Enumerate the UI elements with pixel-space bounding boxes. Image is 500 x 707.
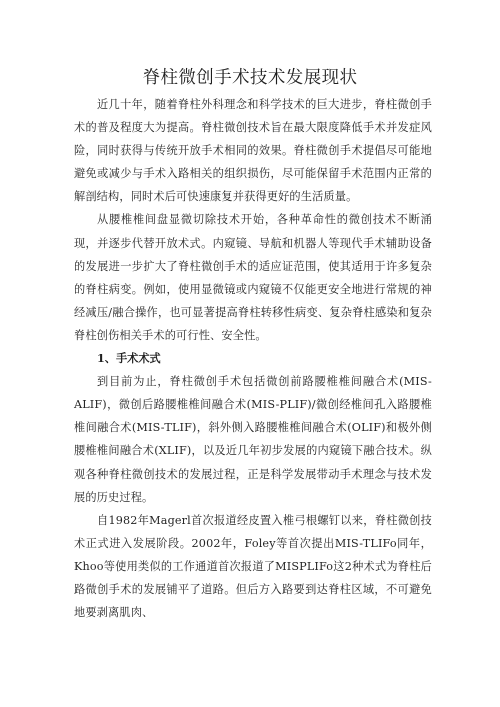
paragraph: 近几十年，随着脊柱外科理念和科学技术的巨大进步，脊柱微创手术的普及程度大为提高。脊柱微创技术旨在最大限度降低手术并发症风险，同时获得与传统开放手术相同的效果。脊柱微创手术提倡尽可能地避免或减少与手术入路相关的组织损伤，尽可能保留手术范围内正常的解剖结构，同时术后可快速康复并获得更好的生活质量。 <box>74 98 432 204</box>
document-title: 脊柱微创手术技术发展现状 <box>142 68 358 88</box>
paragraph: 从腰椎椎间盘显微切除技术开始，各种革命性的微创技术不断涌现，并逐步代替开放术式。内窥镜、导航和机器人等现代手术辅助设备的发展进一步扩大了脊柱微创手术的适应证范围，使其适用于许多复杂的脊柱病变。例如，使用显微镜或内窥镜不仅能更安全地进行常规的神经减压/融合操作，也可显著提高脊柱转移性病变、复杂脊柱感染和复杂脊柱创伤相关手术的可行性、安全性。 <box>74 213 432 342</box>
section-heading: 1、手术术式 <box>97 351 161 366</box>
paragraph: 自1982年Magerl首次报道经皮置入椎弓根螺钉以来，脊柱微创技术正式进入发展阶段。2002年，Foley等首次提出MIS-TLIFo同年，Khoo等使用类似的工作通道首次报道了MISPLIFo这2种术式为脊柱后路微创手术的发展铺平了道路。但后方入路要到达脊柱区域，不可避免地要剥离肌肉、 <box>74 513 432 620</box>
document-body <box>74 93 432 624</box>
paragraph: 到目前为止，脊柱微创手术包括微创前路腰椎椎间融合术(MIS-ALIF)，微创后路腰椎椎间融合术(MIS-PLIF)/微创经椎间孔入路腰椎椎间融合术(MIS-TLIF)，斜外侧入路腰椎椎间融合术(OLIF)和极外侧腰椎椎间融合术(XLIF)，以及近几年初步发展的内窥镜下融合技术。纵观各种脊柱微创技术的发展过程，正是科学发展带动手术理念与技术发展的历史过程。 <box>74 375 432 504</box>
